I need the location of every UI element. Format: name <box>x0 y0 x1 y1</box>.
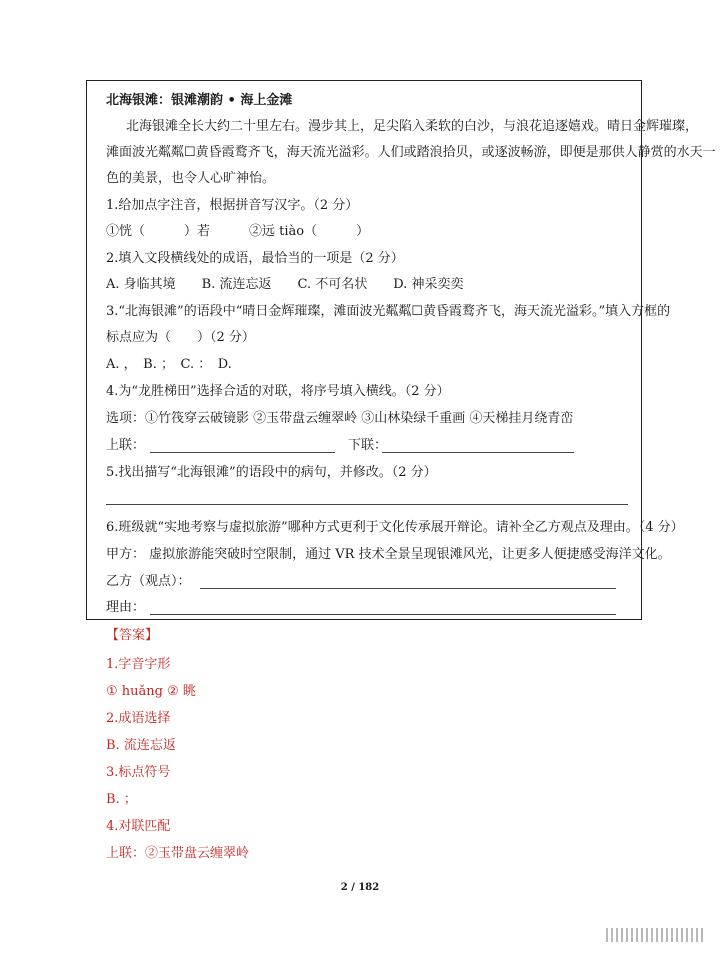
question-5: 5.找出描写“北海银滩”的语段中的病句，并修改。（2 分） <box>106 465 437 480</box>
page-number: 2 / 182 <box>340 882 380 893</box>
reason-blank[interactable] <box>150 614 616 615</box>
passage-line-3: 色的美景，也令人心旷神怡。 <box>106 171 276 186</box>
answer-1-title: 1.字音字形 <box>106 657 171 672</box>
side-a-argument: 甲方： 虚拟旅游能突破时空限制，通过 VR 技术全景呈现银滩风光，让更多人便捷感受海洋文化。 <box>106 547 671 562</box>
question-3-line-2: 标点应为（ ）（2 分） <box>106 330 255 345</box>
upper-couplet-blank[interactable] <box>150 452 335 453</box>
lower-couplet-label: 下联： <box>348 438 388 453</box>
answer-4: 上联：②玉带盘云缠翠岭 <box>106 846 250 861</box>
answer-header: 【答案】 <box>106 628 159 643</box>
question-6: 6.班级就“实地考察与虚拟旅游”哪种方式更利于文化传承展开辩论。请补全乙方观点及理由。（4 分） <box>106 520 684 535</box>
question-4-options: 选项：①竹筏穿云破镜影 ②玉带盘云缠翠岭 ③山林染绿千重画 ④天梯挂月绕青峦 <box>106 411 574 426</box>
question-3-line-1: 3.“北海银滩”的语段中“晴日金辉璀璨，滩面波光粼粼☐黄昏霞鹜齐飞，海天流光溢彩。”填入方框的 <box>106 304 671 319</box>
passage-line-1: 北海银滩全长大约二十里左右。漫步其上，足尖陷入柔软的白沙，与浪花追逐嬉戏。晴日金辉璀璨， <box>126 119 699 134</box>
passage-line-2: 滩面波光粼粼☐黄昏霞鹜齐飞，海天流光溢彩。人们或踏浪拾贝，或逐波畅游，即便是那供人静赏的水天一 <box>106 145 716 160</box>
answer-2-title: 2.成语选择 <box>106 711 171 726</box>
question-box <box>86 80 642 620</box>
reason-label: 理由： <box>106 600 146 615</box>
answer-2: B. 流连忘返 <box>106 738 176 753</box>
answer-1: ① huǎng ② 眺 <box>106 684 196 699</box>
question-1-items: ①恍（ ）若 ②远 tiào（ ） <box>106 224 370 239</box>
answer-3: B. ； <box>106 792 137 807</box>
watermark-bars-icon <box>606 928 706 946</box>
question-5-answer-line[interactable] <box>106 504 628 505</box>
question-2-options: A. 身临其境 B. 流连忘返 C. 不可名状 D. 神采奕奕 <box>106 277 464 292</box>
lower-couplet-blank[interactable] <box>382 452 574 453</box>
answer-4-title: 4.对联匹配 <box>106 819 171 834</box>
side-b-blank[interactable] <box>200 588 616 589</box>
passage-title: 北海银滩：银滩潮韵 • 海上金滩 <box>106 93 293 108</box>
question-2: 2.填入文段横线处的成语，最恰当的一项是（2 分） <box>106 251 404 266</box>
answer-3-title: 3.标点符号 <box>106 765 171 780</box>
question-4: 4.为“龙胜梯田”选择合适的对联，将序号填入横线。（2 分） <box>106 384 450 399</box>
question-3-options: A. ， B. ； C. ： D. <box>106 357 232 372</box>
question-1: 1.给加点字注音，根据拼音写汉字。（2 分） <box>106 198 359 213</box>
side-b-label: 乙方（观点）： <box>106 574 191 589</box>
upper-couplet-label: 上联： <box>106 438 146 453</box>
